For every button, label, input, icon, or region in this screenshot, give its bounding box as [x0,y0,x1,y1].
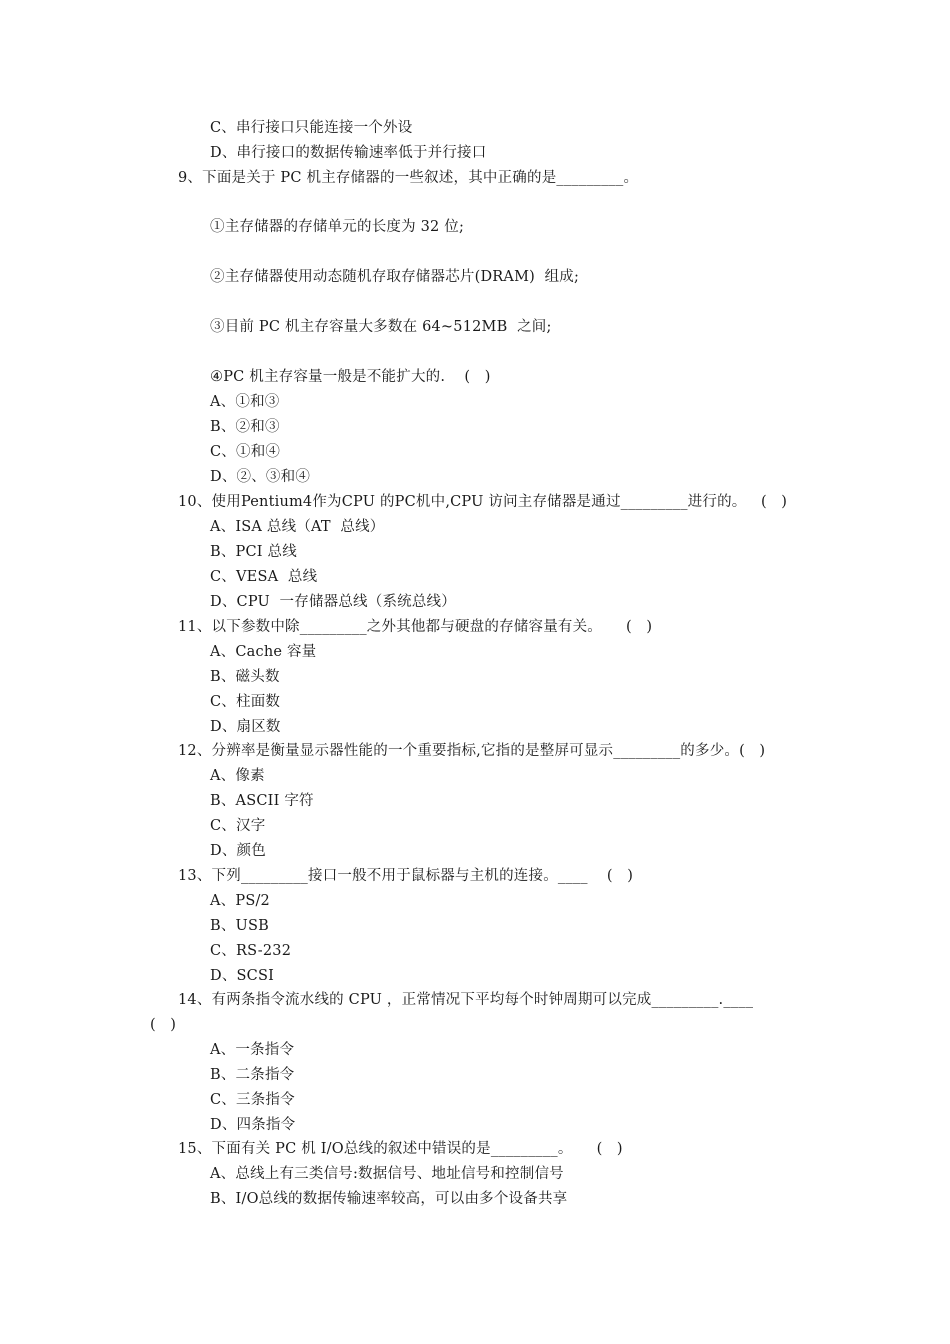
option-a: A、一条指令 [210,1042,295,1058]
option-c: C、①和④ [210,444,281,460]
option-d: D、②、③和④ [210,469,311,485]
option-b: B、PCI 总线 [210,544,297,560]
option-c: C、RS-232 [210,943,292,959]
question-14-stem: 14、有两条指令流水线的 CPU ，正常情况下平均每个时钟周期可以完成_________.____ [178,992,754,1008]
option-c: C、汉字 [210,818,266,834]
question-10-stem: 10、使用Pentium4作为CPU 的PC机中,CPU 访问主存储器是通过_________进行的。 ( ) [178,494,788,510]
option-d: D、SCSI [210,968,275,984]
answer-brackets: ( ) [150,1017,177,1033]
option-a: A、总线上有三类信号:数据信号、地址信号和控制信号 [210,1166,564,1182]
option-d: D、四条指令 [210,1117,296,1133]
option-b: B、二条指令 [210,1067,295,1083]
question-11-stem: 11、以下参数中除_________之外其他都与硬盘的存储容量有关。 ( ) [178,619,653,635]
option-d: D、颜色 [210,843,266,859]
option-b: B、USB [210,918,269,934]
statement-2: ②主存储器使用动态随机存取存储器芯片(DRAM) 组成; [210,269,580,285]
statement-3: ③目前 PC 机主存容量大多数在 64~512MB 之间; [210,319,552,335]
option-b: B、磁头数 [210,669,280,685]
question-13-stem: 13、下列_________接口一般不用于鼠标器与主机的连接。____ ( ) [178,868,634,884]
option-c: C、串行接口只能连接一个外设 [210,120,413,136]
question-15-stem: 15、下面有关 PC 机 I/O总线的叙述中错误的是_________。 ( ) [178,1141,623,1157]
option-b: B、②和③ [210,419,280,435]
option-c: C、VESA 总线 [210,569,318,585]
option-a: A、ISA 总线（AT 总线） [210,519,385,535]
question-9-stem: 9、下面是关于 PC 机主存储器的一些叙述，其中正确的是_________。 [178,170,639,186]
option-c: C、柱面数 [210,694,281,710]
option-c: C、三条指令 [210,1092,295,1108]
option-d: D、串行接口的数据传输速率低于并行接口 [210,145,487,161]
option-d: D、CPU 一存储器总线（系统总线） [210,594,456,610]
question-12-stem: 12、分辨率是衡量显示器性能的一个重要指标,它指的是整屏可显示_________的多少。( ) [178,743,766,759]
statement-1: ①主存储器的存储单元的长度为 32 位; [210,219,465,235]
option-a: A、Cache 容量 [210,644,317,660]
option-b: B、I/O总线的数据传输速率较高，可以由多个设备共享 [210,1191,568,1207]
option-a: A、PS/2 [210,893,270,909]
statement-4: ④PC 机主存容量一般是不能扩大的. ( ) [210,369,491,385]
option-a: A、像素 [210,768,265,784]
option-b: B、ASCII 字符 [210,793,314,809]
option-a: A、①和③ [210,394,280,410]
option-d: D、扇区数 [210,719,281,735]
